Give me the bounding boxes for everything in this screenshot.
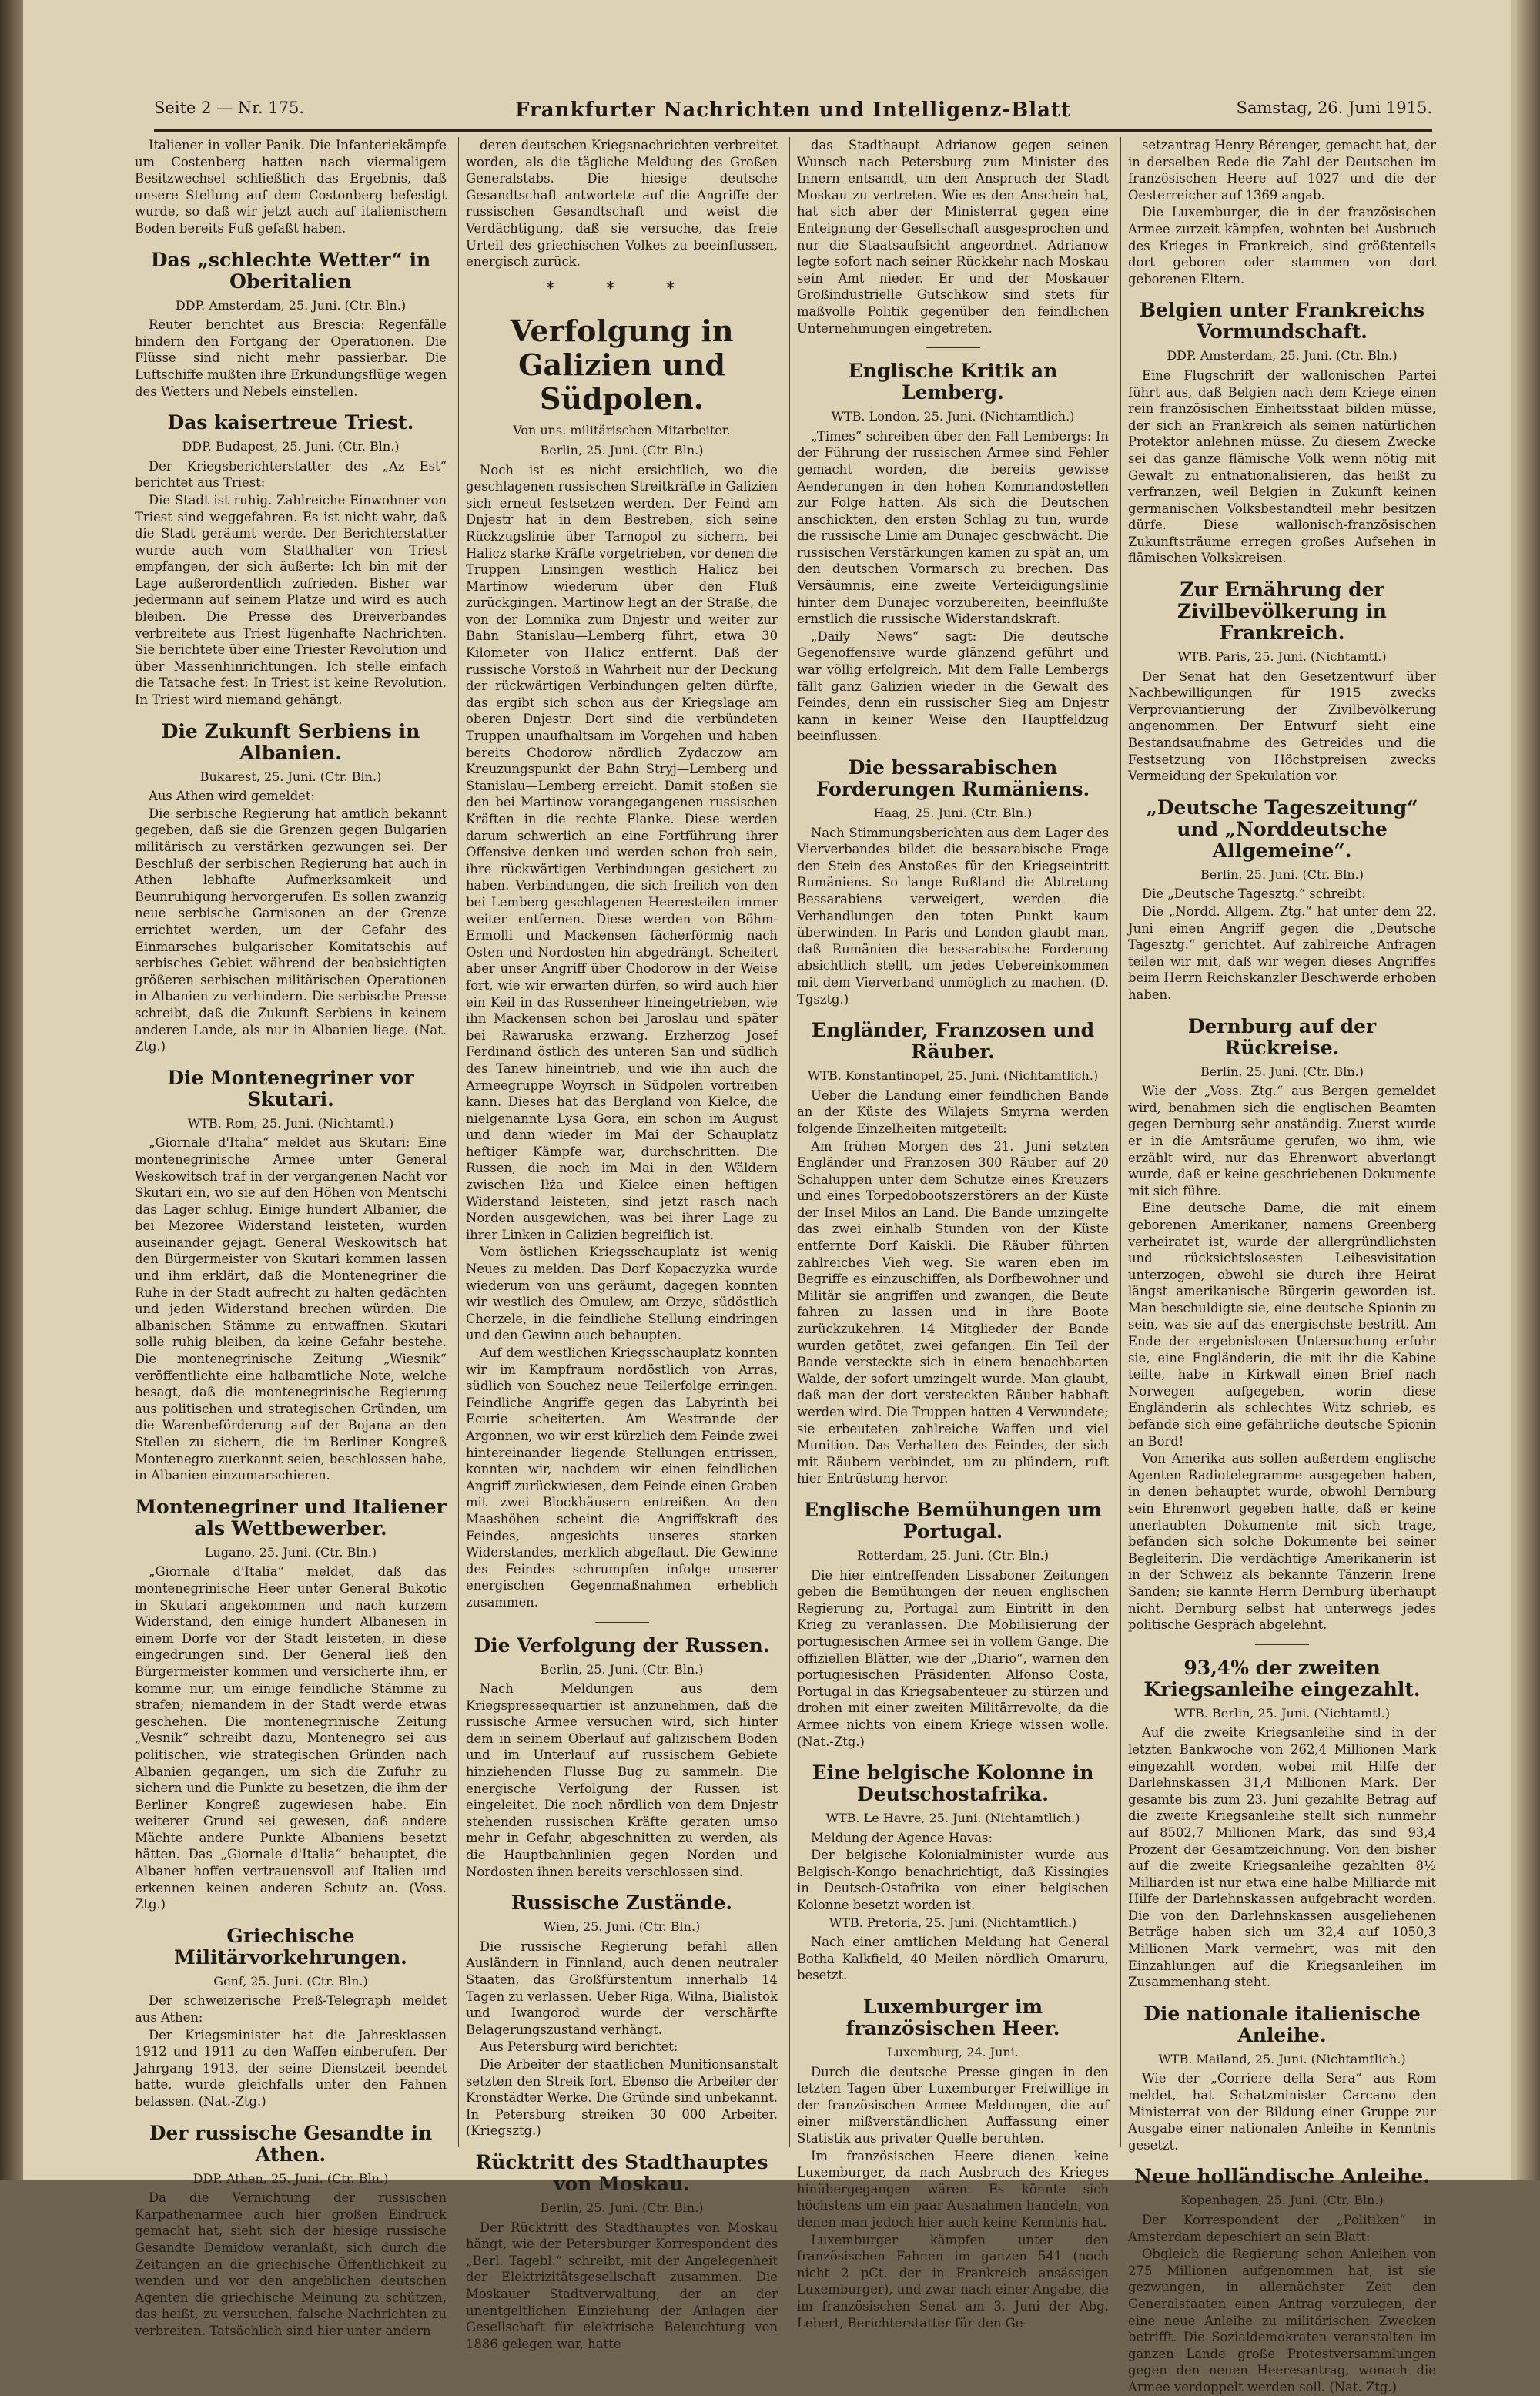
paragraph: Nach Meldungen aus dem Kriegspressequartier ist anzunehmen, daß die russische Armee versuchen wird, sich hinter dem in seinem Oberlauf auf galizischem Boden und im Unterlauf auf russischem Gebiete hinziehenden Flusse Bug zu sammeln. Die energische Verfolgung der Russen ist eingeleitet. Die noch nördlich von dem Dnjestr stehenden russischen Kräfte geraten umso mehr in Gefahr, abgeschnitten zu werden, als die Hauptbahnlinien gegen Norden und Nordosten ihnen bereits verschlossen sind. (466, 1681, 778, 1879)
headline: Dernburg auf der Rückreise. (1187, 1014, 1377, 1059)
paragraph: Eine Flugschrift der wallonischen Partei führt aus, daß Belgien nach dem Kriege einen rein französischen Einheitsstaat bilden müsse, der sich an Frankreich als seinen natürlichen Protektor anlehnen müsse. Zu diesem Zwecke sei das ganze flämische Volk wenn nötig mit Gewalt zu entnationalisieren, das heißt zu verfranzen, weil Belgien in Zukunft keinen germanischen Volksbestandteil mehr besitzen dürfe. Diese wallonisch-französischen Zukunftsträume erregen großes Aufsehen in flämischen Volkskreisen. (1128, 367, 1436, 566)
paragraph: „Giornale d'Italia“ meldet aus Skutari: Eine montenegrinische Armee unter General Weskowitsch traf in der vergangenen Nacht vor Skutari ein, wo sie auf den Höhen von Mentschi das Lager schlug. Einige hundert Albanier, die bei Mezoree Widerstand leisteten, wurden auseinander gejagt. General Weskowitsch hat den Bürgermeister von Skutari kommen lassen und ihm erklärt, daß die Montenegriner die Ruhe in der Stadt aufrecht zu halten gedächten und jeden Widerstand brechen würden. Die albanischen Stämme zu entwaffnen. Skutari solle ruhig bleiben, da keine Gefahr bestehe. Die montenegrinische Zeitung „Wiesnik“ veröffentlichte eine halbamtliche Note, welche besagt, daß die montenegrinische Regierung aus politischen und strategischen Gründen, um die Warenbeförderung auf der Bojana an den Stellen zu sichern, die im Berliner Kongreß Montenegro zuerkannt seien, beschlossen habe, in Albanien einzumarschieren. (135, 1135, 447, 1483)
dateline: Genf, 25. Juni. (Ctr. Bln.) (213, 1973, 368, 1989)
paragraph: Da die Vernichtung der russischen Karpathenarmee auch hier großen Eindruck gemacht hat, sieht sich der hiesige russische Gesandte Demidow veranlaßt, sich durch die Zeitungen an die griechische Öffentlichkeit zu wenden und vor den angeblichen deutschen Agenten die griechische Meinung zu schützen, das heißt, zu versuchen, falsche Nachrichten zu verbreiten. Tatsächlich sind hier unter andern (135, 2190, 447, 2338)
paragraph: Luxemburger kämpfen unter den französischen Fahnen im ganzen 541 (noch nicht 2 pCt. der in Frankreich ansässigen Luxemburger), und zwar nach einer Angabe, die im französischen Senat am 3. Juni der Abg. Lebert, Berichterstatter für den Ge- (797, 2232, 1109, 2331)
section-divider: * * * (546, 279, 698, 299)
paragraph: das Stadthaupt Adrianow gegen seinen Wunsch nach Petersburg zum Minister des Innern entsandt, um den Anspruch der Stadt Moskau zu vertreten. Wie es den Anschein hat, hat sich aber der Ministerrat gegen eine Enteignung der Gesellschaft ausgesprochen und nur die Staatsaufsicht angeordnet. Adrianow legte sofort nach seiner Rückkehr nach Moskau sein Amt nieder. Er und der Moskauer Großindustrielle Gutschkow sind stets für maßvolle Politik gegenüber den feindlichen Unternehmungen eingetreten. (797, 138, 1109, 336)
byline: Von uns. militärischen Mitarbeiter. (513, 423, 731, 438)
paragraph: „Times“ schreiben über den Fall Lembergs: In der Führung der russischen Armee sind Fehler gemacht worden, die bereits gewisse Aenderungen in den hohen Kommandostellen zur Folge hatten. Als sich die Deutschen anschickten, den ersten Schlag zu tun, wurde die russische Linie am Dunajec geschwächt. Die russischen Verstärkungen kamen zu spät an, um den deutschen Vormarsch zu brechen. Das Versäumnis, eine zweite Verteidigungslinie hinter dem Dunajec vorzubereiten, beeinflußte ernstlich die russische Widerstandskraft. (797, 428, 1109, 627)
paragraph: Nach Stimmungsberichten aus dem Lager des Vierverbandes bildet die bessarabische Frage den Stein des Anstoßes für den Kriegseintritt Rumäniens. So lange Rußland die Abtretung Bessarabiens verweigert, werden die Verhandlungen den toten Punkt kaum überwinden. In Paris und London glaubt man, daß Rumänien die bessarabische Forderung absichtlich stellt, um jedes Uebereinkommen mit dem Vierverband unmöglich zu machen. (D. Tgsztg.) (797, 825, 1109, 1007)
paragraph: Die Luxemburger, die in der französischen Armee zurzeit kämpfen, wohnten bei Ausbruch des Krieges in Frankreich, sind größtenteils dort geboren oder stammen von dort geborenen Eltern. (1128, 205, 1436, 287)
dateline: WTB. London, 25. Juni. (Nichtamtlich.) (831, 409, 1075, 424)
divider (1255, 1644, 1309, 1645)
dateline: Wien, 25. Juni. (Ctr. Bln.) (543, 1919, 701, 1935)
page-number: Seite 2 — Nr. 175. (154, 99, 304, 117)
paragraph: Ueber die Landung einer feindlichen Bande an der Küste des Wilajets Smyrna werden folgende Einzelheiten mitgeteilt: (797, 1087, 1109, 1136)
paragraph: Noch ist es nicht ersichtlich, wo die geschlagenen russischen Streitkräfte in Galizien sich erneut festsetzen werden. Der Feind am Dnjestr hat in dem Bestreben, sich seine Rückzugslinie über Tarnopol zu sichern, bei Halicz starke Kräfte vorgetrieben, vor denen die Truppen Linsingen westlich Halicz bei Martinow wiederum über den Fluß zurückgingen. Martinow liegt an der Straße, die von der Lomnika zum Dnjestr und weiter zur Bahn Stanislau—Lemberg führt, etwa 30 Kilometer von Halicz entfernt. Daß der russische Vorstoß in Wahrheit nur der Deckung der rückwärtigen Verbindungen gelten dürfte, das ergibt sich schon aus der Kriegslage am oberen Dnjestr. Dort sind die verbündeten Truppen unaufhaltsam im Vorgehen und haben bereits Chodorow nördlich Zydaczow am Kreuzungspunkt der Bahn Stryj—Lemberg und Stanislau—Lemberg erreicht. Damit stoßen sie den bei Martinow vorangegangenen russischen Kräften in die rechte Flanke. Diese werden darum schwerlich an eine Fortführung ihrer Offensive denken und werden schon froh sein, ihre rückwärtigen Verbindungen gesichert zu haben. Verbindungen, die sich freilich von den bei Lemberg geschlagenen Heeresteilen immer weiter entfernen. Diese werden von Böhm-Ermolli und Mackensen fächerförmig nach Osten und Nordosten hin abgedrängt. Scheitert aber unser Angriff über Chodorow in der Weise fort, wie wir erwarten dürfen, so wird auch hier ein Keil in das Russenheer hineingetrieben, wie ihn Mackensen schon bei Jaroslau und später bei Rawaruska erzwang. Erzherzog Josef Ferdinand östlich des unteren San und südlich des Tanew hineintrieb, und wie ihn auch die Armeegruppe Woyrsch in Südpolen vortreiben kann. Dieses hat das Bergland von Kielce, die nielgenannte Lysa Gora, ein schon im August und dann wieder im Mai der Schauplatz heftiger Kämpfe war, durchschritten. Die Russen, die noch im Mai in den Wäldern zwischen Iłża und Kielce einen heftigen Widerstand leisteten, sind jetzt rasch nach Norden ausgewichen, was bei ihrer Lage zu ihrer Linken in Galizien begreiflich ist. (466, 462, 778, 1242)
paragraph: Der Rücktritt des Stadthauptes von Moskau hängt, wie der Petersburger Korrespondent des „Berl. Tagebl.“ schreibt, mit der Angelegenheit der Elektrizitätsgesellschaft zusammen. Die Moskauer Stadtverwaltung, der an der unentgeltlichen Einziehung der Anlagen der Gesellschaft für elektrische Beleuchtung von 1886 gelegen war, hatte (466, 2220, 778, 2351)
headline: Die Verfolgung der Russen. (474, 1634, 770, 1657)
next-page-edge (1517, 0, 1540, 2180)
headline: Die Montenegriner vor Skutari. (167, 1066, 414, 1111)
paragraph: Wie der „Corriere della Sera“ aus Rom meldet, hat Schatzminister Carcano den Ministerrat von der Bildung einer Gruppe zur Ausgabe einer nationalen Anleihe in Kenntnis gesetzt. (1128, 2071, 1436, 2153)
headline: Englische Kritik an Lemberg. (848, 360, 1058, 404)
column-1 (135, 137, 447, 2338)
dateline: Haag, 25. Juni. (Ctr. Bln.) (873, 806, 1033, 820)
column-2 (466, 137, 778, 2351)
paragraph: Durch die deutsche Presse gingen in den letzten Tagen über Luxemburger Freiwillige in der französischen Armee Meldungen, die auf einer mißverständlichen Auffassung einer Statistik aus privater Quelle beruhten. (797, 2064, 1109, 2146)
paragraph: Die „Nordd. Allgem. Ztg.“ hat unter dem 22. Juni einen Angriff gegen die „Deutsche Tagesztg.“ gerichtet. Auf zahlreiche Anfragen teilen wir mit, daß wir wegen dieses Angriffes beim Herrn Reichskanzler Beschwerde erhoben haben. (1128, 904, 1436, 1002)
headline: Griechische Militärvorkehrungen. (174, 1924, 407, 1969)
headline: Die Zukunft Serbiens in Albanien. (161, 719, 420, 764)
paragraph: Aus Athen wird gemeldet: (149, 789, 315, 804)
paragraph: Reuter berichtet aus Brescia: Regenfälle hindern den Fortgang der Operationen. Die Flüsse sind nicht mehr passierbar. Die Luftschiffe mußten ihre Erkundungsflüge wegen des Wetters und Nebels einstellen. (135, 317, 447, 399)
column-4 (1128, 137, 1436, 2394)
divider (595, 1622, 649, 1623)
headline: Das kaisertreue Triest. (167, 411, 414, 434)
dateline: Kopenhagen, 25. Juni. (Ctr. Bln.) (1180, 2193, 1384, 2208)
paragraph: „Giornale d'Italia“ meldet, daß das montenegrinische Heer unter General Bukotic in Skutari angekommen und nach kurzem Widerstand, den einige hundert Albanesen in einem Dorfe vor der Stadt leisteten, in diese eingedrungen sind. Der General ließ den Bürgermeister kommen und versicherte ihm, er komme nur, um einige feindliche Stämme zu strafen; niemandem in der Stadt werde etwas geschehen. Die montenegrinische Zeitung „Vesnik“ schreibt dazu, Montenegro sei aus politischen, wie strategischen Gründen nach Albanien gegangen, um sich die Zufuhr zu sichern und die Punkte zu besetzen, die ihm der Berliner Kongreß zugewiesen habe. Ein weiterer Grund sei gewesen, daß andere Mächte andere Punkte Albaniens besetzt hätten. Das „Giornale d'Italia“ behauptet, die Albaner hoffen vertrauensvoll auf Italien und erkennen keinen anderen Schutz an. (Voss. Ztg.) (135, 1564, 447, 1912)
headline: Neue holländische Anleihe. (1133, 2165, 1431, 2188)
page-header (154, 99, 1432, 132)
headline: Rücktritt des Stadthauptes von Moskau. (475, 2150, 768, 2195)
paragraph: Der Kriegsminister hat die Jahresklassen 1912 und 1911 zu den Waffen einberufen. Der Jahrgang 1913, der seine Dienstzeit beendet hatte, wurde gleichfalls unter den Fahnen belassen. (Nat.-Ztg.) (135, 2027, 447, 2109)
paragraph: Die Stadt ist ruhig. Zahlreiche Einwohner von Triest sind weggefahren. Es ist nicht wahr, daß die Stadt geräumt werde. Der Berichterstatter wurde auch vom Statthalter von Triest empfangen, der sich äußerte: Ich bin mit der Lage außerordentlich zufrieden. Bisher war jedermann auf seinem Platze und wird es auch bleiben. Die Presse des Dreiverbandes verbreitete aus Triest lügenhafte Nachrichten. Sie berichtete über eine Triester Revolution und über Massenhinrichtungen. Ich stelle einfach die Tatsache fest: In Triest ist keine Revolution. In Triest wird niemand gehängt. (135, 492, 447, 708)
issue-date: Samstag, 26. Juni 1915. (1236, 99, 1432, 117)
headline: Belgien unter Frankreichs Vormundschaft. (1139, 299, 1425, 343)
paragraph: Der Korrespondent der „Politiken“ in Amsterdam depeschiert an sein Blatt: (1128, 2213, 1436, 2244)
paragraph: Am frühen Morgen des 21. Juni setzten Engländer und Franzosen 300 Räuber auf 20 Schaluppen unter dem Schutze eines Kreuzers und eines Torpedobootszerstörers an der Küste der Insel Milos an Land. Die Bande umzingelte das zwei einhalb Stunden von der Küste entfernte Dorf Kaiskli. Die Räuber führten zahlreiches Vieh weg. Sie waren eben im Begriffe es einzuschiffen, als Dorfbewohner und Militär sie angriffen und zwangen, die Beute fahren zu lassen und in ihre Boote zurückzukehren. 14 Mitglieder der Bande wurden getötet, zwei gefangen. Ein Teil der Bande versteckte sich in einem benachbarten Walde, der sofort umzingelt wurde. Man glaubt, daß man der dort versteckten Räuber habhaft werden wird. Die Truppen hatten 4 Verwundete; sie erbeuteten zahlreiche Waffen und viel Munition. Das Verhalten des Feindes, der sich mit Räubern verbindet, um zu plündern, ruft hier Entrüstung hervor. (797, 1138, 1109, 1486)
dateline: DDP. Budapest, 25. Juni. (Ctr. Bln.) (182, 439, 400, 454)
paragraph: Obgleich die Regierung schon Anleihen von 275 Millionen aufgenommen hat, ist sie gezwungen, in allernächster Zeit den Generalstaaten einen Antrag vorzulegen, der eine neue Anleihe zu militärischen Zwecken betrifft. Die Sozialdemokraten veranstalten im ganzen Lande große Protestversammlungen gegen den neuen Heeresantrag, wonach die Armee verdoppelt werden soll. (Nat. Ztg.) (1128, 2247, 1436, 2394)
book-binding (0, 0, 23, 2180)
headline: Eine belgische Kolonne in Deutschostafrika. (812, 1761, 1094, 1806)
column-rule (458, 137, 459, 2147)
dateline: Berlin, 25. Juni. (Ctr. Bln.) (1200, 1064, 1364, 1079)
dateline: Lugano, 25. Juni. (Ctr. Bln.) (204, 1544, 377, 1560)
headline: Die bessarabischen Forderungen Rumäniens. (815, 756, 1090, 800)
divider (926, 347, 980, 348)
paragraph: Von Amerika aus sollen außerdem englische Agenten Radiotelegramme ausgegeben haben, in denen behauptet wurde, obwohl Dernburg sein Ehrenwort gegeben hatte, daß er keine unerlaubten Dokumente mit sich trage, befänden sich solche Dokumente bei seiner Begleiterin. Die verdächtige Amerikanerin ist in der Schweiz als bekannte Tänzerin Irene Sanden; sie kannte Herrn Dernburg überhaupt nicht. Dernburg selbst hat unterwegs jedes politische Gespräch abgelehnt. (1128, 1451, 1436, 1633)
paragraph: Die russische Regierung befahl allen Ausländern in Finnland, auch denen neutraler Staaten, das Großfürstentum innerhalb 14 Tagen zu verlassen. Ueber Riga, Wilna, Bialistok und Iwangorod wurde der verschärfte Belagerungszustand verhängt. (466, 1939, 778, 2037)
column-rule (789, 137, 790, 2147)
newspaper-page (23, 0, 1517, 2394)
dateline: WTB. Pretoria, 25. Juni. (Nichtamtlich.) (829, 1915, 1077, 1930)
paragraph: Die serbische Regierung hat amtlich bekannt gegeben, daß sie die Grenzen gegen Bulgarien militärisch zu verstärken gezwungen sei. Der Beschluß der serbischen Regierung hat auch in Athen lebhafte Aufmerksamkeit und Beunruhigung hervorgerufen. Es sollen zwanzig neue serbische Garnisonen an der Grenze errichtet werden, um der Gefahr des Einmarsches bulgarischer Komitatschis auf serbisches Gebiet während der beabsichtigten größeren serbischen militärischen Operationen in Albanien zu verhindern. Die serbische Presse schreibt, daß die Zukunft Serbiens in keinem anderen Lande, als nur in Albanien liege. (Nat. Ztg.) (135, 806, 447, 1054)
main-headline: Verfolgung in Galizien und Südpolen. (510, 313, 734, 417)
paragraph: setzantrag Henry Bérenger, gemacht hat, der in derselben Rede die Zahl der Deutschen im französischen Heere auf 1027 und die der Oesterreicher auf 1369 angab. (1128, 138, 1436, 203)
paragraph: deren deutschen Kriegsnachrichten verbreitet worden, als die tägliche Meldung des Großen Generalstabs. Die hiesige deutsche Gesandtschaft antwortete auf die Angriffe der russischen Gesandtschaft und weist die Verdächtigung, daß sie versuche, das freie Urteil des griechischen Volkes zu beeinflussen, energisch zurück. (466, 138, 778, 270)
paragraph: Der belgische Kolonialminister wurde aus Belgisch-Kongo benachrichtigt, daß Kissingies in Deutsch-Ostafrika von einer belgischen Kolonne besetzt worden ist. (797, 1848, 1109, 1913)
headline: Das „schlechte Wetter“ in Oberitalien (150, 248, 431, 293)
paragraph: Im französischen Heere dienen keine Luxemburger, da nach Ausbruch des Krieges hinübergegangen wären. Es könnte sich höchstens um ein paar Ausnahmen handeln, von denen man jedoch hier auch keine Kenntnis hat. (797, 2148, 1109, 2230)
dateline: DDP. Amsterdam, 25. Juni. (Ctr. Bln.) (175, 297, 407, 313)
headline: Englische Bemühungen um Portugal. (804, 1498, 1102, 1543)
headline: Montenegriner und Italiener als Wettbewerber. (135, 1495, 447, 1540)
dateline: WTB. Berlin, 25. Juni. (Nichtamtl.) (1173, 1705, 1391, 1721)
paragraph: Wie der „Voss. Ztg.“ aus Bergen gemeldet wird, benahmen sich die englischen Beamten gegen Dernburg sehr anständig. Zuerst wurde er in die Amtsräume gerufen, wo ihm, wie erzählt wird, nur das Ehrenwort abverlangt wurde, daß er keine geschriebenen Dokumente mit sich führe. (1128, 1084, 1436, 1198)
paragraph: Nach einer amtlichen Meldung hat General Botha Kalkfield, 40 Meilen nördlich Omaruru, besetzt. (797, 1935, 1109, 1983)
column-3 (797, 137, 1109, 2331)
paragraph: Der schweizerische Preß-Telegraph meldet aus Athen: (135, 1993, 447, 2026)
dateline: WTB. Konstantinopel, 25. Juni. (Nichtamtlich.) (807, 1068, 1099, 1084)
dateline: DDP. Athen, 25. Juni. (Ctr. Bln.) (192, 2170, 389, 2186)
dateline: DDP. Amsterdam, 25. Juni. (Ctr. Bln.) (1167, 348, 1398, 364)
headline: Engländer, Franzosen und Räuber. (811, 1019, 1095, 1064)
dateline: Berlin, 25. Juni. (Ctr. Bln.) (540, 2200, 704, 2215)
dateline: Luxemburg, 24. Juni. (887, 2045, 1019, 2060)
paragraph: Italiener in voller Panik. Die Infanteriekämpfe um Costenberg hatten nach viermaligem Besitzwechsel schließlich das Ergebnis, daß unsere Stellung auf dem Costonberg befestigt wurde, so daß wir jetzt auch auf italienischem Boden bereits Fuß gefaßt haben. (135, 138, 447, 236)
dateline: WTB. Rom, 25. Juni. (Nichtamtl.) (187, 1115, 394, 1131)
paragraph: Die hier eintreffenden Lissaboner Zeitungen geben die Bemühungen der neuen englischen Regierung zu, Portugal zum Eintritt in den Krieg zu veranlassen. Die Mobilisierung der portugiesischen Armee sei in vollem Gange. Die offiziellen Blätter, wie der „Diario“, warnen den portugiesischen Präsidenten Alfonso Costa, Portugal in das Kriegsabenteuer zu stürzen und drohen mit einer zweiten Militärrevolte, da die Armee nichts von einem Kriege wissen wolle. (Nat.-Ztg.) (797, 1567, 1109, 1749)
paragraph: Die Arbeiter der staatlichen Munitionsanstalt setzten den Streik fort. Ebenso die Arbeiter der Kronstädter Werke. Die Gründe sind unbekannt. In Petersburg streiken 30 000 Arbeiter. (Kriegsztg.) (466, 2056, 778, 2139)
dateline: Bukarest, 25. Juni. (Ctr. Bln.) (199, 769, 382, 784)
paragraph: Der Kriegsberichterstatter des „Az Est“ berichtet aus Triest: (135, 458, 447, 491)
dateline: Berlin, 25. Juni. (Ctr. Bln.) (1200, 866, 1364, 882)
page-fold-edge (1511, 0, 1517, 2180)
paragraph: Auf die zweite Kriegsanleihe sind in der letzten Bankwoche von 262,4 Millionen Mark eingezahlt worden, wobei mit Hilfe der Darlehnskassen 31,4 Millionen Mark. Der gesamte bis zum 23. Juni gezahlte Betrag auf die zweite Kriegsanleihe stellt sich nunmehr auf 8502,7 Millionen Mark, das sind 93,4 Prozent der Gesamtzeichnung. Von den bisher auf die zweite Kriegsanleihe gezahlten 8½ Milliarden ist nur etwa eine halbe Milliarde mit Hilfe der Darlehnskassen aufgebracht worden. Die von den Darlehnskassen ausgeliehenen Beträge haben sich um 32,4 auf 1050,3 Millionen Mark vermehrt, was mit den Einzahlungen auf die Kriegsanleihen im Zusammenhang steht. (1128, 1725, 1436, 1990)
column-rule (1120, 137, 1121, 2147)
headline: 93,4% der zweiten Kriegsanleihe eingezahlt. (1143, 1656, 1421, 1701)
dateline: WTB. Mailand, 25. Juni. (Nichtamtlich.) (1158, 2051, 1406, 2066)
dateline: Rotterdam, 25. Juni. (Ctr. Bln.) (856, 1547, 1050, 1563)
paragraph: Eine deutsche Dame, die mit einem geborenen Amerikaner, namens Greenberg verheiratet ist, wurde der allergründlichsten und rücksichtslosesten Leibesvisitation unterzogen, obwohl sie durch ihre Heirat längst amerikanische Bürgerin geworden ist. Man beschuldigte sie, eine deutsche Spionin zu sein, was sie auf das energischste bestritt. Am Ende der ergebnislosen Untersuchung erfuhr sie, eine Engländerin, die mit ihr die Kabine teilte, habe in Kirkwall einen Brief nach Norwegen aufgegeben, worin diese Engländerin als schlechtes Witz schrieb, es befände sich eine gefährliche deutsche Spionin an Bord! (1128, 1201, 1436, 1449)
masthead: Frankfurter Nachrichten und Intelligenz-Blatt (515, 99, 1071, 122)
dateline: WTB. Paris, 25. Juni. (Nichtamtl.) (1177, 649, 1387, 665)
headline: „Deutsche Tageszeitung“ und „Norddeutsche Allgemeine“. (1146, 796, 1418, 862)
paragraph: Die „Deutsche Tagesztg.“ schreibt: (1142, 886, 1366, 902)
paragraph: Vom östlichen Kriegsschauplatz ist wenig Neues zu melden. Das Dorf Kopaczyzka wurde wiederum von uns geräumt, dagegen konnten wir westlich des Omulew, am Orzyc, südöstlich Chorzele, in die feindliche Stellung eindringen und den Gewinn auch behaupten. (466, 1245, 778, 1343)
paragraph: Meldung der Agence Havas: (811, 1830, 993, 1845)
headline: Luxemburger im französischen Heer. (845, 1996, 1060, 2040)
headline: Der russische Gesandte in Athen. (149, 2121, 433, 2166)
dateline: WTB. Le Havre, 25. Juni. (Nichtamtlich.) (825, 1811, 1080, 1826)
headline: Die nationale italienische Anleihe. (1143, 2002, 1421, 2046)
headline: Zur Ernährung der Zivilbevölkerung in Frankreich. (1177, 578, 1387, 645)
paragraph: Auf dem westlichen Kriegsschauplatz konnten wir im Kampfraum nordöstlich von Arras, südlich von Souchez neue Teilerfolge erringen. Feindliche Angriffe gegen das Labyrinth bei Ecurie scheiterten. Am Westrande der Argonnen, wo wir erst kürzlich dem Feinde zwei hintereinander liegende Stellungen entrissen, konnten wir, nachdem wir einen feindlichen Angriff zurückwiesen, dem Feinde einen Graben mit zwei Blockhäusern entreißen. An den Maashöhen scheint die Angriffskraft des Feindes, angesichts unseres starken Widerstandes, merklich abgeflaut. Die Gewinne des Feindes schrumpfen infolge unserer energischen Gegenmaßnahmen erheblich zusammen. (466, 1345, 778, 1610)
paragraph: „Daily News“ sagt: Die deutsche Gegenoffensive wurde glänzend geführt und war völlig erfolgreich. Mit dem Falle Lembergs fällt ganz Galizien wieder in die Gewalt des Feindes, denn ein russischer Sieg am Dnjestr kann in keiner Weise den Hauptfeldzug beeinflussen. (797, 628, 1109, 744)
paragraph: Aus Petersburg wird berichtet: (480, 2039, 678, 2055)
paragraph: Der Senat hat den Gesetzentwurf über Nachbewilligungen für 1915 zwecks Verproviantierung der Zivilbevölkerung angenommen. Der Entwurf sieht eine Bestandsaufnahme des Getreides und die Festsetzung von Höchstpreisen zwecks Vermeidung der Spekulation vor. (1128, 669, 1436, 784)
dateline: Berlin, 25. Juni. (Ctr. Bln.) (540, 1661, 704, 1677)
dateline: Berlin, 25. Juni. (Ctr. Bln.) (540, 442, 704, 457)
headline: Russische Zustände. (511, 1892, 733, 1915)
